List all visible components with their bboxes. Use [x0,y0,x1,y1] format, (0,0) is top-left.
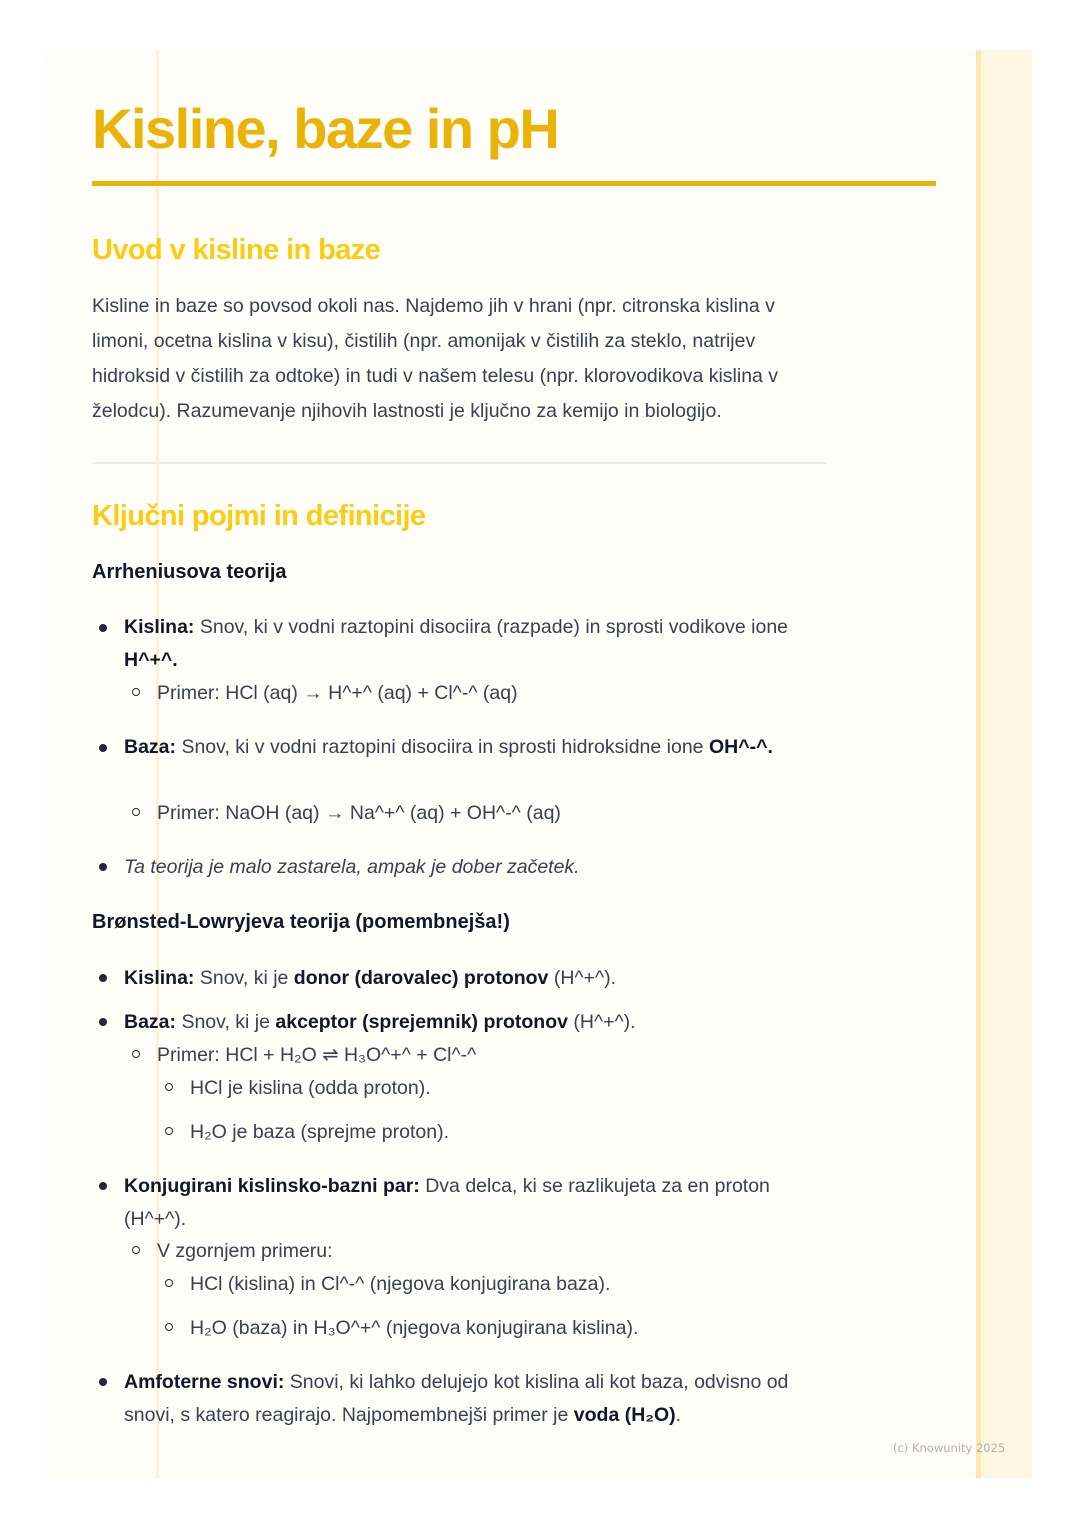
bronsted-example-sub1: HCl je kislina (odda proton). [190,1077,431,1099]
arrhenius-acid-example: Primer: HCl (aq) → H^+^ (aq) + Cl^-^ (aq) [157,682,518,704]
bullet-icon [99,974,107,982]
arrhenius-base-text: Snov, ki v vodni raztopini disociira in sprosti hidroksidne ione [181,736,704,758]
bronsted-example: Primer: HCl + H₂O ⇌ H₃O^+^ + Cl^-^ [157,1044,477,1066]
arrhenius-note: Ta teorija je malo zastarela, ampak je dober začetek. [124,856,580,878]
bronsted-base-label: Baza: [124,1011,177,1033]
arrhenius-acid-item [124,611,824,677]
circle-bullet-icon [165,1127,173,1135]
bullet-icon [99,624,107,632]
bullet-icon [99,863,107,871]
arrhenius-base-ion: OH^-^. [708,736,773,758]
bronsted-base-item [124,1006,636,1039]
bullet-icon [99,744,107,752]
bronsted-base-bold: akceptor (sprejemnik) protonov [275,1011,568,1033]
arrhenius-heading: Arrheniusova teorija [92,561,287,583]
conjugate-sub2: H₂O (baza) in H₃O^+^ (njegova konjugirana kislina). [190,1317,639,1339]
circle-bullet-icon [165,1323,173,1331]
bronsted-acid-post: (H^+^). [553,967,617,989]
conjugate-pair-label: Konjugirani kislinsko-bazni par: [124,1175,420,1197]
copyright-footer: (c) Knowunity 2025 [893,1441,1006,1455]
conjugate-example: V zgornjem primeru: [157,1240,333,1262]
bullet-icon [99,1378,107,1386]
amphoteric-text: Snovi, ki lahko delujejo kot kislina ali kot baza, odvisno od snovi, s katero reagirajo. Najpomembnejši primer je [124,1371,789,1426]
circle-bullet-icon [132,1050,140,1058]
title-underline [92,181,936,186]
bronsted-base-pre: Snov, ki je [181,1011,270,1033]
arrhenius-acid-label: Kislina: [124,616,195,638]
bronsted-acid-pre: Snov, ki je [199,967,289,989]
amphoteric-end: . [675,1404,682,1426]
conjugate-sub1: HCl (kislina) in Cl^-^ (njegova konjugirana baza). [190,1273,611,1295]
circle-bullet-icon [132,808,140,816]
amphoteric-label: Amfoterne snovi: [124,1371,285,1393]
arrhenius-base-example: Primer: NaOH (aq) → Na^+^ (aq) + OH^-^ (aq) [157,802,561,824]
bronsted-acid-label: Kislina: [124,967,195,989]
circle-bullet-icon [165,1083,173,1091]
circle-bullet-icon [165,1279,173,1287]
arrhenius-acid-text: Snov, ki v vodni raztopini disociira (razpade) in sprosti vodikove ione [199,616,789,638]
conjugate-pair-item [124,1170,824,1236]
definitions-heading: Ključni pojmi in definicije [92,500,426,532]
conjugate-pair-text: Dva delca, ki se razlikujeta za en proton (H^+^). [124,1175,770,1230]
bullet-icon [99,1182,107,1190]
arrhenius-base-item [124,731,824,764]
amphoteric-item [124,1366,824,1432]
amphoteric-bold: voda (H₂O) [573,1404,676,1426]
bullet-icon [99,1018,107,1026]
page-title: Kisline, baze in pH [92,97,559,160]
bronsted-acid-item [124,962,616,995]
intro-paragraph: Kisline in baze so povsod okoli nas. Najdemo jih v hrani (npr. citronska kislina v limoni, ocetna kislina v kisu), čistilih (npr. amonijak v čistilih za steklo, natrijev hidroksid v čistilih za odtoke) in tudi v našem telesu (npr. klorovodikova kislina v želodcu). Razumevanje njihovih lastnosti je ključno za kemijo in biologijo. [92,295,779,422]
arrhenius-base-label: Baza: [124,736,177,758]
bronsted-acid-bold: donor (darovalec) protonov [293,967,549,989]
intro-heading: Uvod v kisline in baze [92,234,381,266]
section-divider [92,462,827,464]
bronsted-heading: Brønsted-Lowryjeva teorija (pomembnejša!) [92,911,510,933]
arrhenius-acid-ion: H^+^. [124,649,178,671]
circle-bullet-icon [132,1246,140,1254]
circle-bullet-icon [132,688,140,696]
bronsted-base-post: (H^+^). [573,1011,636,1033]
right-margin-band [976,50,1032,1478]
bronsted-example-sub2: H₂O je baza (sprejme proton). [190,1121,450,1143]
right-margin-edge [976,50,981,1478]
